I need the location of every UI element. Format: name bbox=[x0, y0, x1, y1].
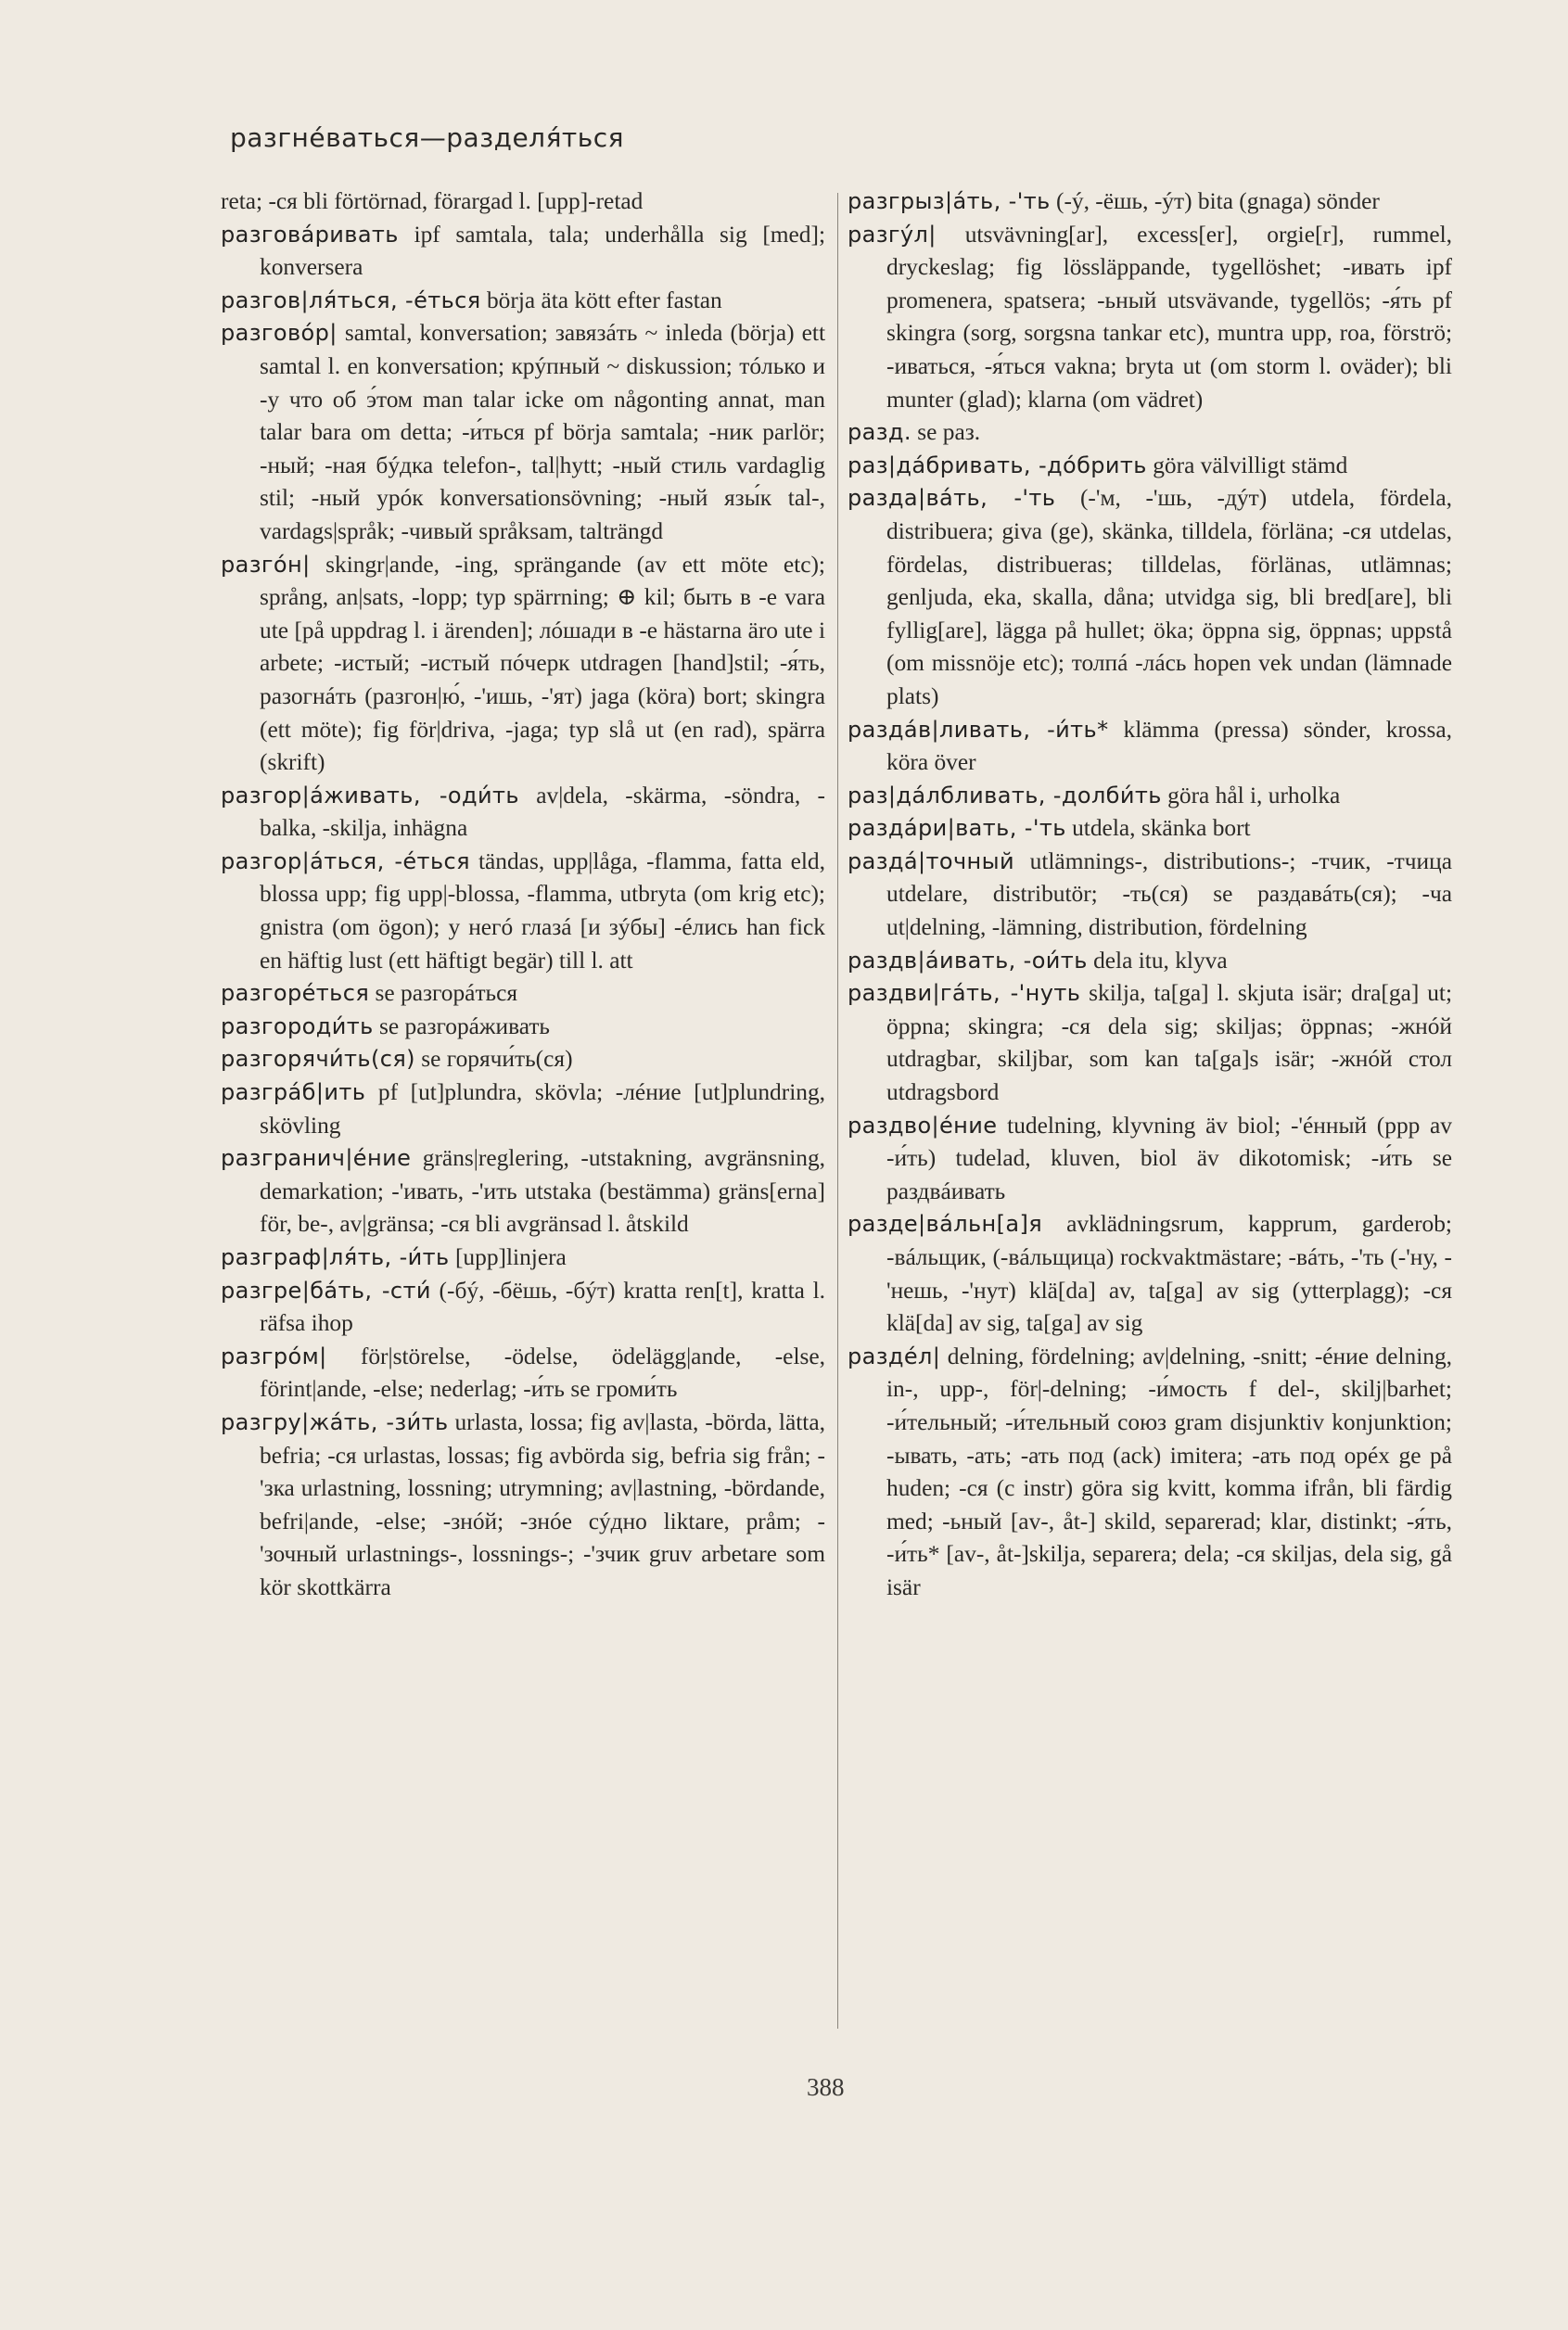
entry-definition: dela itu, klyva bbox=[1093, 947, 1228, 974]
entry-definition: [upp]linjera bbox=[454, 1244, 567, 1270]
entry-headword: разгру|жáть, -зи́ть bbox=[221, 1408, 449, 1435]
dictionary-entry bbox=[221, 1241, 825, 1275]
entry-definition: skilja, ta[ga] l. skjuta isär; dra[ga] ut; öppna; skingra; -ся dela sig; skiljas; öppnas; -жнóй utdragbar, skiljbar, som kan ta[ga]s isär; -жнóй стол utdragsbord bbox=[886, 980, 1452, 1106]
entry-definition: reta; -ся bli förtörnad, förargad l. [upp]-retad bbox=[221, 188, 644, 214]
dictionary-entry bbox=[848, 1341, 1452, 1605]
dictionary-entry bbox=[221, 1076, 825, 1142]
dictionary-entry bbox=[848, 1208, 1452, 1340]
dictionary-entry bbox=[221, 1275, 825, 1341]
entry-headword: раз|дáбривать, -дóбрить bbox=[848, 452, 1147, 478]
entry-definition: se горячи́ть(ся) bbox=[421, 1046, 573, 1073]
dictionary-entry bbox=[221, 1407, 825, 1605]
entry-definition: börja äta kött efter fastan bbox=[486, 286, 722, 313]
column-divider bbox=[837, 193, 838, 2029]
entry-definition: ipf samtala, tala; underhålla sig [med]; konversera bbox=[260, 221, 825, 281]
entry-definition: delning, fördelning; av|delning, -snitt; -éние delning, in-, upp-, för|-delning; -и́мость f del-, skilj|barhet; -и́тельный; -и́тельный союз gram disjunktiv konjunktion; -ывать, -ать; -ать под (ack) imitera; -ать под орéх ge på huden; -ся (с instr) göra sig kvitt, komma ifrån, bli färdig med; -ьный [av-, åt-] skild, separerad; klar, distinkt; -я́ть, -и́ть* [av-, åt-]skilja, separera; dela; -ся skiljas, dela sig, gå isär bbox=[886, 1343, 1452, 1600]
entry-headword: раз|дáлбливать, -долби́ть bbox=[848, 782, 1162, 808]
entry-headword: раздáри|вать, -'ть bbox=[848, 815, 1066, 842]
right-column bbox=[848, 185, 1452, 1605]
dictionary-entry bbox=[221, 1142, 825, 1241]
dictionary-entry bbox=[848, 416, 1452, 450]
entry-definition: samtal, konversation; завязáть ~ inleda (börja) ett samtal l. en konversation; крýпный ~ diskussion; тóлько и -у что об э́том man talar icke om någonting annat, man talar bara om detta; -и́ться pf börja samtala; -ник parlör; -ный; -ная бýдка telefon-, tal|hytt; -ный стиль vardaglig stil; -ный урóк konversationsövning; -ный язы́к tal-, vardags|språk; -чивый språksam, talträngd bbox=[260, 320, 825, 544]
entry-definition: utlämnings-, distributions-; -тчик, -тчица utdelare, distributör; -ть(ся) se раздавáть(ся); -ча ut|delning, -lämning, distribution, fördelning bbox=[886, 847, 1452, 941]
entry-headword: разгрáб|ить bbox=[221, 1079, 366, 1106]
entry-headword: разграф|ля́ть, -и́ть bbox=[221, 1244, 450, 1270]
dictionary-entry bbox=[221, 1011, 825, 1044]
dictionary-entry bbox=[221, 780, 825, 846]
entry-definition: tändas, upp|låga, -flamma, fatta eld, blossa upp; fig upp|-blossa, -flamma, utbryta (om krig etc); gnistra (om ögon); у негó глазá [и зýбы] -éлись han fick en häftig lust (ett häftigt begär) till l. att bbox=[260, 847, 825, 974]
entry-headword: разгорячи́ть(ся) bbox=[221, 1046, 415, 1073]
dictionary-entry bbox=[221, 846, 825, 977]
entry-definition: (-бý, -бёшь, -бýт) kratta ren[t], kratta l. räfsa ihop bbox=[260, 1277, 825, 1337]
dictionary-entry bbox=[221, 185, 825, 219]
entry-headword: разгóн| bbox=[221, 551, 311, 578]
dictionary-entry bbox=[848, 1110, 1452, 1209]
entry-headword: разде|вáльн[а]я bbox=[848, 1211, 1043, 1238]
dictionary-entry bbox=[848, 185, 1452, 219]
entry-headword: разговóр| bbox=[221, 320, 338, 347]
entry-definition: utdela, skänka bort bbox=[1072, 815, 1251, 842]
entry-headword: разда|вáть, -'ть bbox=[848, 485, 1056, 512]
entry-definition: tudelning, klyvning äv biol; -'éнный (ppp av -и́ть) tudelad, kluven, biol äv dikotomisk; -и́ть se раздвáивать bbox=[886, 1112, 1452, 1204]
page-number: 388 bbox=[807, 2073, 845, 2101]
entry-headword: раздéл| bbox=[848, 1343, 941, 1369]
entry-headword: разгороди́ть bbox=[221, 1012, 374, 1039]
dictionary-entry bbox=[221, 977, 825, 1011]
dictionary-entry bbox=[221, 285, 825, 318]
entry-definition: gräns|reglering, -utstakning, avgränsning, demarkation; -'ивать, -'ить utstaka (bestämma) gräns[erna] för, be-, av|gränsa; -ся bli avgränsad l. åtskild bbox=[260, 1145, 825, 1238]
entry-headword: разгор|áться, -éться bbox=[221, 847, 470, 874]
entry-definition: pf [ut]plundra, skövla; -лéние [ut]plundring, skövling bbox=[260, 1079, 825, 1139]
dictionary-entry bbox=[848, 714, 1452, 780]
page-header: разгнéваться—разделя́ться bbox=[230, 122, 624, 153]
entry-headword: разгре|бáть, -сти́ bbox=[221, 1277, 431, 1304]
dictionary-entry bbox=[221, 317, 825, 548]
entry-definition: av|dela, -skärma, -söndra, -balka, -skilja, inhägna bbox=[260, 782, 825, 842]
entry-headword: разгранич|éние bbox=[221, 1145, 412, 1172]
entry-definition: urlasta, lossa; fig av|lasta, -börda, lätta, befria; -ся urlastas, lossas; fig avbörda sig, befria sig från; -'зка urlastning, lossning; utrymning; av|lastning, -bördande, befri|ande, -else; -знóй; -знóе сýдно liktare, pråm; -'зочный urlastnings-, lossnings-; -'зчик gruv arbetare som kör skottkärra bbox=[260, 1408, 825, 1600]
entry-headword: раздво|éние bbox=[848, 1112, 998, 1139]
entry-headword: разгор|áживать, -оди́ть bbox=[221, 782, 519, 808]
entry-definition: se раз. bbox=[917, 419, 981, 446]
entry-definition: se разгорáживать bbox=[379, 1012, 551, 1039]
dictionary-entry bbox=[221, 549, 825, 780]
entry-headword: разговáривать bbox=[221, 221, 399, 248]
entry-definition: göra välvilligt stämd bbox=[1153, 452, 1348, 478]
entry-headword: разгрыз|áть, -'ть bbox=[848, 188, 1051, 214]
dictionary-entry bbox=[848, 977, 1452, 1109]
dictionary-entry bbox=[848, 482, 1452, 713]
entry-definition: skingr|ande, -ing, sprängande (av ett möte etc); språng, an|sats, -lopp; typ spärrning; ⊕ kil; быть в -е vara ute [på uppdrag l. i ärenden]; лóшади в -е hästarna äro ute i arbete; -истый; -истый пóчерк utdragen [hand]stil; -я́ть, разогнáть (разгон|ю́, -'ишь, -'ят) jaga (köra) bort; skingra (ett möte); fig för|driva, -jaga; typ slå ut (en rad), spärra (skrift) bbox=[260, 551, 825, 776]
dictionary-entry bbox=[848, 219, 1452, 417]
entry-headword: разгýл| bbox=[848, 221, 937, 248]
left-column bbox=[221, 185, 825, 1605]
entry-headword: разгрóм| bbox=[221, 1343, 327, 1369]
entry-headword: раздá|точный bbox=[848, 847, 1014, 874]
entry-definition: (-ý, -ёшь, -ýт) bita (gnaga) sönder bbox=[1055, 188, 1380, 214]
entry-headword: раздв|áивать, -ои́ть bbox=[848, 947, 1088, 974]
entry-definition: se разгорáться bbox=[375, 980, 518, 1007]
dictionary-entry bbox=[848, 450, 1452, 483]
dictionary-entry bbox=[221, 1341, 825, 1407]
dictionary-entry bbox=[848, 780, 1452, 813]
entry-headword: раздви|гáть, -'нуть bbox=[848, 980, 1081, 1007]
entry-headword: разгорéться bbox=[221, 980, 370, 1007]
dictionary-entry bbox=[221, 1043, 825, 1076]
entry-definition: för|störelse, -ödelse, ödelägg|ande, -else, förint|ande, -else; nederlag; -и́ть se громи́ть bbox=[260, 1343, 825, 1403]
dictionary-entry bbox=[848, 812, 1452, 846]
entry-definition: utsvävning[ar], excess[er], orgie[r], rummel, dryckeslag; fig lössläppande, tygellöshet; -ивать ipf promenera, spatsera; -ьный utsvävande, tygellös; -я́ть pf skingra (sorg, sorgsna tankar etc), muntra upp, roa, förströ; -иваться, -я́ться vakna; bryta ut (om storm l. oväder); bli munter (glad); klarna (om vädret) bbox=[886, 221, 1452, 413]
dictionary-entry bbox=[848, 945, 1452, 978]
entry-headword: раздáв|ливать, -и́ть* bbox=[848, 716, 1109, 743]
dictionary-entry bbox=[221, 219, 825, 285]
dictionary-entry bbox=[848, 846, 1452, 945]
entry-definition: klämma (pressa) sönder, krossa, köra över bbox=[886, 716, 1452, 776]
entry-headword: разд. bbox=[848, 419, 911, 446]
entry-headword: разгов|ля́ться, -éться bbox=[221, 286, 481, 313]
entry-definition: avklädningsrum, kapprum, garderob; -вáльщик, (-вáльщица) rockvaktmästare; -вáть, -'ть (-'ну, -'нешь, -'нут) klä[da] av, ta[ga] av sig (ytterplagg); -ся klä[da] av sig, ta[ga] av sig bbox=[886, 1211, 1452, 1337]
entry-definition: göra hål i, urholka bbox=[1167, 782, 1341, 808]
entry-definition: (-'м, -'шь, -дýт) utdela, fördela, distribuera; giva (ge), skänka, tilldela, förläna; -ся utdelas, fördelas, distribueras; tilldelas, förlänas, utlämnas; genljuda, eka, skalla, dåna; utvidga sig, bli bred[are], bli fyllig[are], lägga på hullet; öka; öppna sig, öppnas; uppstå (om missnöje etc); толпá -лáсь hopen vek undan (lämnade plats) bbox=[886, 485, 1452, 709]
